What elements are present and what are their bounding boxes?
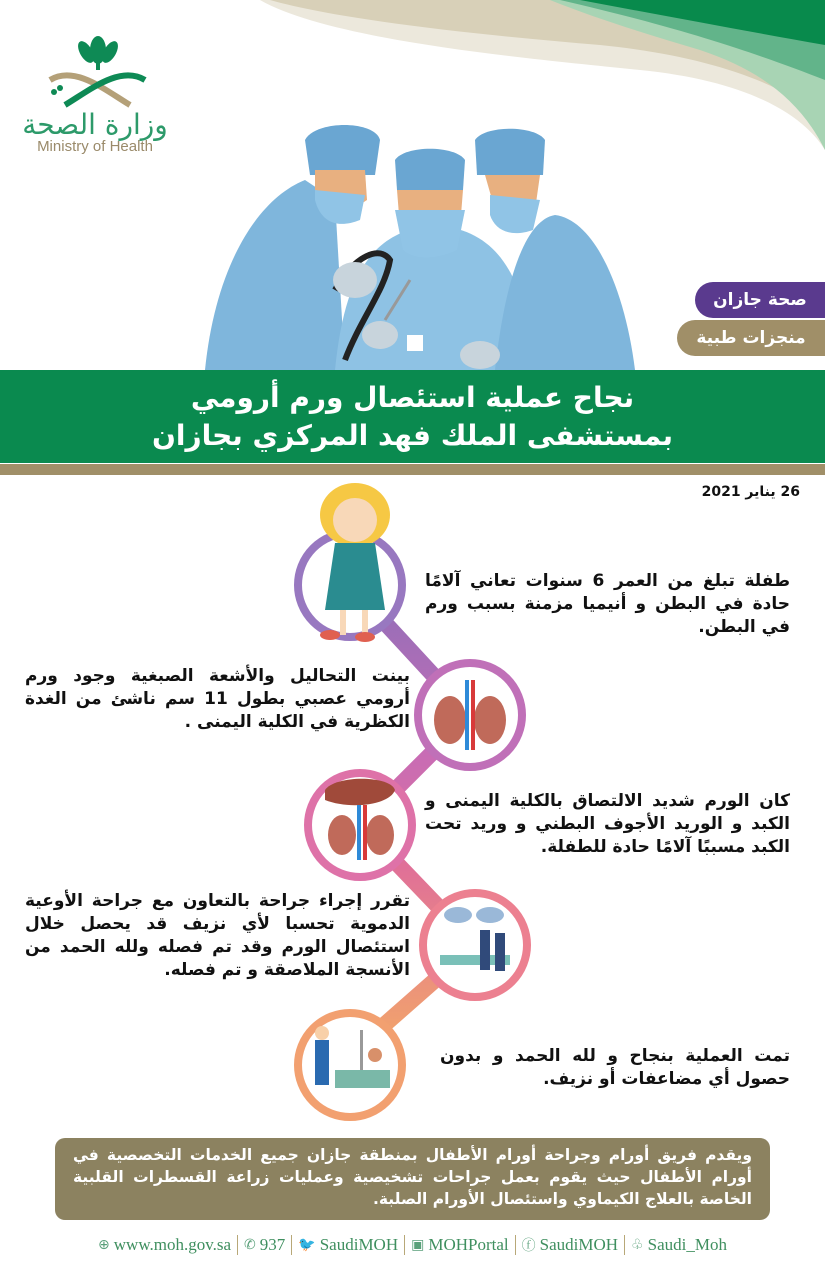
snapchat-icon: ♧ (631, 1237, 644, 1253)
facebook-icon: ⓕ (521, 1238, 536, 1254)
publish-date: 26 يناير 2021 (701, 484, 800, 500)
footer-website[interactable] (92, 1235, 237, 1255)
timeline-step-4: تقرر إجراء جراحة بالتعاون مع جراحة الأوعية الدموية تحسبا لأي نزيف قد يحصل خلال استئصال الورم وقد تم فصله ولله الحمد من الأنسجة الملاصقة و تم فصله. (25, 891, 410, 980)
footer-snapchat[interactable] (625, 1235, 733, 1255)
footer-snapchat-label: Saudi_Moh (647, 1235, 727, 1254)
footer-twitter[interactable] (292, 1235, 404, 1255)
timeline-step-5: تمت العملية بنجاح و لله الحمد و بدون حصول أي مضاعفات أو نزيف. (440, 1046, 790, 1089)
footer-youtube[interactable] (405, 1235, 515, 1255)
gold-divider (0, 464, 825, 475)
footer-facebook-label: SaudiMOH (539, 1235, 619, 1254)
headline-line-2: بمستشفى الملك فهد المركزي بجازان (151, 418, 674, 452)
footer-phone-label: 937 (259, 1235, 286, 1254)
logo-english-name: Ministry of Health (37, 138, 153, 155)
surgeons-illustration (195, 120, 645, 370)
globe-icon: ⊕ (98, 1237, 110, 1253)
twitter-icon: 🐦 (298, 1237, 316, 1253)
headline-line-1: نجاح عملية استئصال ورم أرومي (190, 380, 635, 414)
footer-youtube-label: MOHPortal (428, 1235, 509, 1254)
region-tag: صحة جازان (695, 282, 825, 318)
liver-kidneys-icon (325, 779, 395, 860)
headline-banner (0, 370, 825, 463)
phone-icon: ✆ (244, 1237, 256, 1253)
footer-phone[interactable] (238, 1235, 291, 1255)
footer-website-label: www.moh.gov.sa (113, 1235, 232, 1254)
footer-facebook[interactable] (516, 1235, 624, 1255)
contact-footer (0, 1232, 825, 1258)
footer-twitter-label: SaudiMOH (319, 1235, 399, 1254)
category-tag: منجزات طبية (677, 320, 825, 356)
summary-box: ويقدم فريق أورام وجراحة أورام الأطفال بمنطقة جازان جميع الخدمات التخصصية في أورام الأطفال حيث يقوم بعمل جراحات تشخيصية وعمليات زراعة القسطرات القلبية الخاصة بالعلاج الكيماوي واستئصال الأورام الصلبة. (55, 1138, 770, 1220)
timeline-step-3: كان الورم شديد الالتصاق بالكلية اليمنى و الكبد و الوريد الأجوف البطني و وريد تحت الكبد مسببًا آلامًا حادة للطفلة. (425, 791, 790, 857)
youtube-icon: ▣ (411, 1237, 425, 1253)
logo-arabic-name: وزارة الصحة (22, 108, 168, 141)
timeline-step-2: بينت التحاليل والأشعة الصبغية وجود ورم أرومي عصبي بطول 11 سم ناشئ من الغدة الكظرية في الكلية اليمنى . (25, 666, 410, 732)
timeline-step-1: طفلة تبلغ من العمر 6 سنوات تعاني آلامًا حادة في البطن و أنيميا مزمنة بسبب ورم في البطن. (425, 571, 790, 637)
